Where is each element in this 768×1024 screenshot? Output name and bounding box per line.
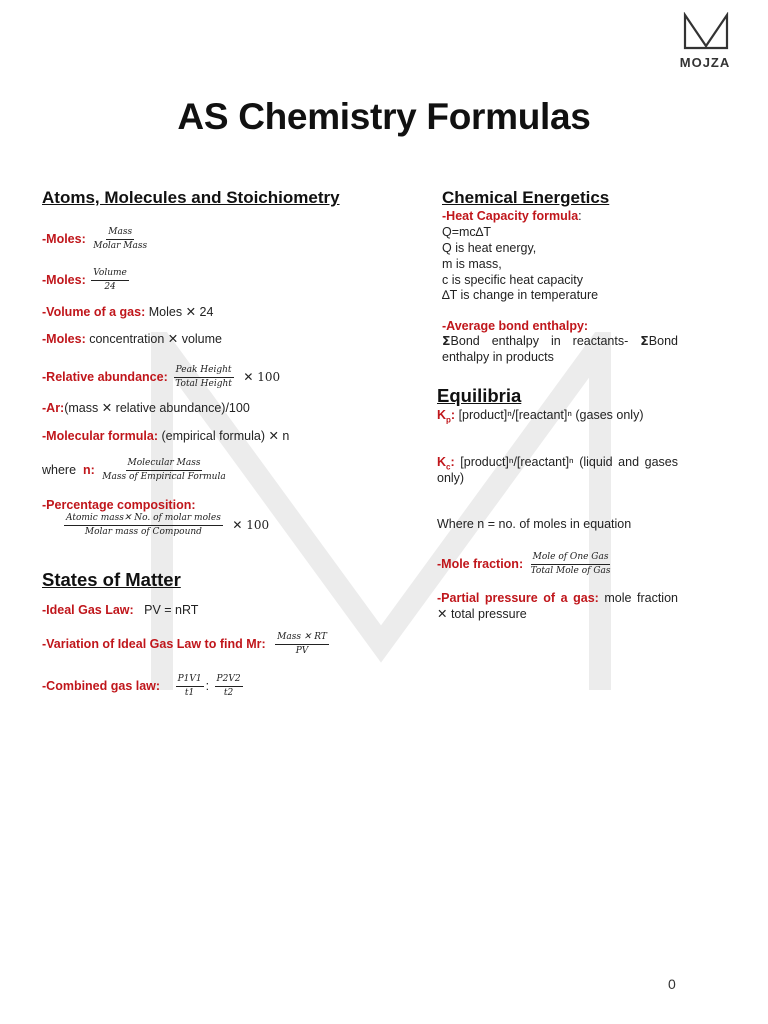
fraction: $\frac{\text{Molecular Mass}}{\text{Mass of Empirical Formula}}$ — [102, 458, 226, 482]
bond-enthalpy-text: 𝝨Bond enthalpy in reactants- 𝝨Bond enthalpy in products — [442, 334, 678, 364]
formula-moles-concentration: -Moles: concentration ✕ volume — [42, 332, 222, 346]
formula-moles-volume: -Moles: $\frac{\text{Volume}}{24}$ — [42, 268, 127, 292]
brand-name: MOJZA — [679, 55, 731, 70]
formula-volume-gas: -Volume of a gas: Moles ✕ 24 — [42, 305, 214, 319]
energetics-line-5: ∆T is change in temperature — [442, 288, 599, 302]
formula-molecular: -Molecular formula: (empirical formula) ✕ n — [42, 429, 290, 443]
energetics-line-2: Q is heat energy, — [442, 241, 537, 255]
section-heading-energetics: Chemical Energetics — [442, 188, 610, 207]
bond-enthalpy-label: -Average bond enthalpy: — [442, 319, 589, 333]
fraction: $\frac{P2V2}{t2}$ — [216, 674, 241, 698]
formula-kc: $K_c$: [product]ⁿ/[reactant]ⁿ (liquid and gases only) — [437, 455, 678, 485]
section-heading-equilibria: Equilibria — [437, 385, 522, 406]
formula-variation-ideal-gas: -Variation of Ideal Gas Law to find Mr: $\frac{\text{Mass ✕ RT}}{PV}$ — [42, 632, 327, 656]
formula-percentage-label: -Percentage composition: — [42, 498, 196, 512]
formula-mole-fraction: -Mole fraction: $\frac{\text{Mole of One Gas}}{\text{Total Mole of Gas}}$ — [437, 552, 611, 576]
fraction: $\frac{\text{Peak Height}}{\text{Total Height}}$ — [175, 365, 232, 389]
page-title: AS Chemistry Formulas — [177, 96, 591, 137]
energetics-line-1: Q=mc∆T — [442, 225, 491, 239]
formula-kp: $K_p$: [product]ⁿ/[reactant]ⁿ (gases only) — [437, 408, 644, 425]
fraction: $\frac{\text{Atomic mass✕ No. of molar moles}}{\text{Molar mass of Compound}}$ — [66, 513, 221, 537]
fraction: $\frac{\text{Mass}}{\text{Molar Mass}}$ — [93, 227, 148, 251]
page-number: 0 — [668, 976, 676, 992]
formula-moles-mass: -Moles: $\frac{\text{Mass}}{\text{Molar Mass}}$ — [42, 227, 148, 251]
formula-ar: -Ar:(mass ✕ relative abundance)/100 — [42, 401, 250, 415]
section-heading-stoichiometry: Atoms, Molecules and Stoichiometry — [42, 188, 340, 207]
fraction: $\frac{P1V1}{t1}$ — [177, 674, 202, 698]
energetics-line-4: c is specific heat capacity — [442, 273, 584, 287]
formula-combined-gas: -Combined gas law: $\frac{P1V1}{t1}$ : $\frac{P2V2}{t2}$ — [42, 674, 241, 698]
formula-percentage: $\frac{\text{Atomic mass✕ No. of molar moles}}{\text{Molar mass of Compound}}$ ✕ 100 — [66, 513, 270, 537]
fraction: $\frac{\text{Volume}}{24}$ — [93, 268, 127, 292]
heat-capacity-label: -Heat Capacity formula: — [442, 209, 582, 223]
fraction: $\frac{\text{Mole of One Gas}}{\text{Total Mole of Gas}}$ — [530, 552, 611, 576]
energetics-line-3: m is mass, — [442, 257, 502, 271]
where-n-moles: Where n = no. of moles in equation — [437, 517, 632, 531]
formula-relative-abundance: -Relative abundance: $\frac{\text{Peak Height}}{\text{Total Height}}$ ✕ 100 — [42, 365, 281, 389]
formula-ideal-gas: -Ideal Gas Law: PV = nRT — [42, 603, 199, 617]
formula-partial-pressure: -Partial pressure of a gas: mole fraction ✕ total pressure — [437, 591, 678, 621]
formula-where-n: where n: $\frac{\text{Molecular Mass}}{\text{Mass of Empirical Formula}}$ — [42, 458, 226, 482]
fraction: $\frac{\text{Mass ✕ RT}}{PV}$ — [277, 632, 327, 656]
section-heading-states-of-matter: States of Matter — [42, 569, 181, 590]
